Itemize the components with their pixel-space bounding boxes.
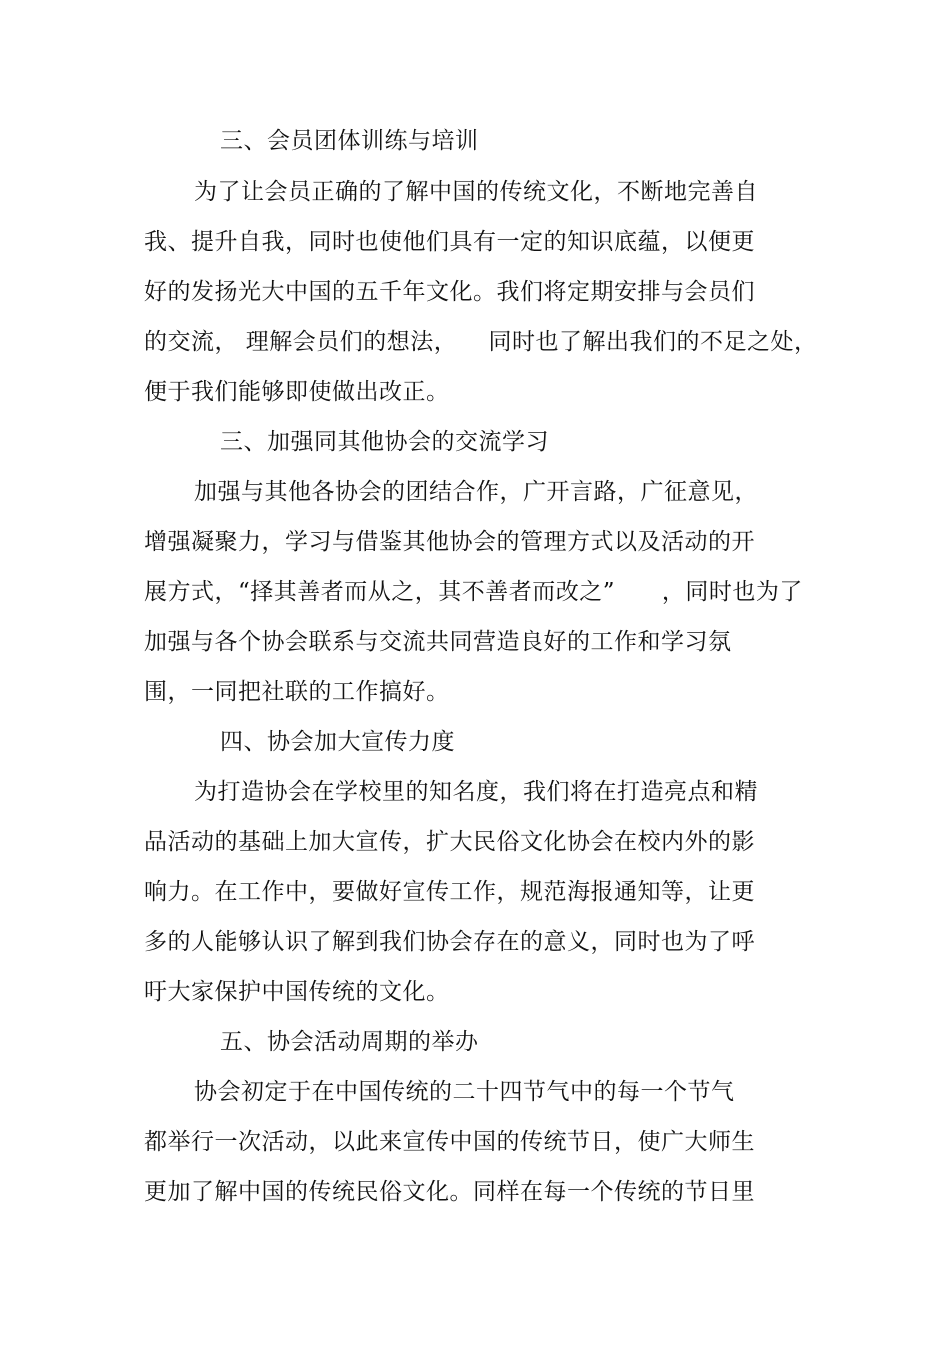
paragraph-line: 展方式，“择其善者而从之，其不善者而改之” ，同时也为了: [144, 579, 803, 605]
section-heading: 五、协会活动周期的举办: [220, 1029, 479, 1055]
paragraph-line: 的交流， 理解会员们的想法， 同时也了解出我们的不足之处，: [144, 329, 818, 355]
section-heading: 三、加强同其他协会的交流学习: [220, 429, 549, 455]
section-heading: 四、协会加大宣传力度: [220, 729, 455, 755]
paragraph-line: 增强凝聚力，学习与借鉴其他协会的管理方式以及活动的开: [144, 529, 755, 555]
paragraph-line: 加强与各个协会联系与交流共同营造良好的工作和学习氛: [144, 629, 732, 655]
paragraph-line: 围，一同把社联的工作搞好。: [144, 679, 450, 705]
paragraph-line: 更加了解中国的传统民俗文化。同样在每一个传统的节日里: [144, 1179, 755, 1205]
section-heading: 三、会员团体训练与培训: [220, 128, 479, 154]
paragraph-line: 吁大家保护中国传统的文化。: [144, 979, 450, 1005]
paragraph-line: 加强与其他各协会的团结合作，广开言路，广征意见，: [194, 479, 758, 505]
paragraph-line: 为了让会员正确的了解中国的传统文化，不断地完善自: [194, 179, 758, 205]
paragraph-line: 便于我们能够即使做出改正。: [144, 379, 450, 405]
paragraph-line: 我、提升自我，同时也使他们具有一定的知识底蕴，以便更: [144, 229, 755, 255]
paragraph-line: 响力。在工作中，要做好宣传工作，规范海报通知等，让更: [144, 879, 755, 905]
paragraph-line: 多的人能够认识了解到我们协会存在的意义，同时也为了呼: [144, 929, 755, 955]
paragraph-line: 都举行一次活动，以此来宣传中国的传统节日，使广大师生: [144, 1129, 755, 1155]
paragraph-line: 好的发扬光大中国的五千年文化。我们将定期安排与会员们: [144, 279, 755, 305]
paragraph-line: 品活动的基础上加大宣传，扩大民俗文化协会在校内外的影: [144, 829, 755, 855]
paragraph-line: 协会初定于在中国传统的二十四节气中的每一个节气: [194, 1079, 735, 1105]
paragraph-line: 为打造协会在学校里的知名度，我们将在打造亮点和精: [194, 779, 758, 805]
